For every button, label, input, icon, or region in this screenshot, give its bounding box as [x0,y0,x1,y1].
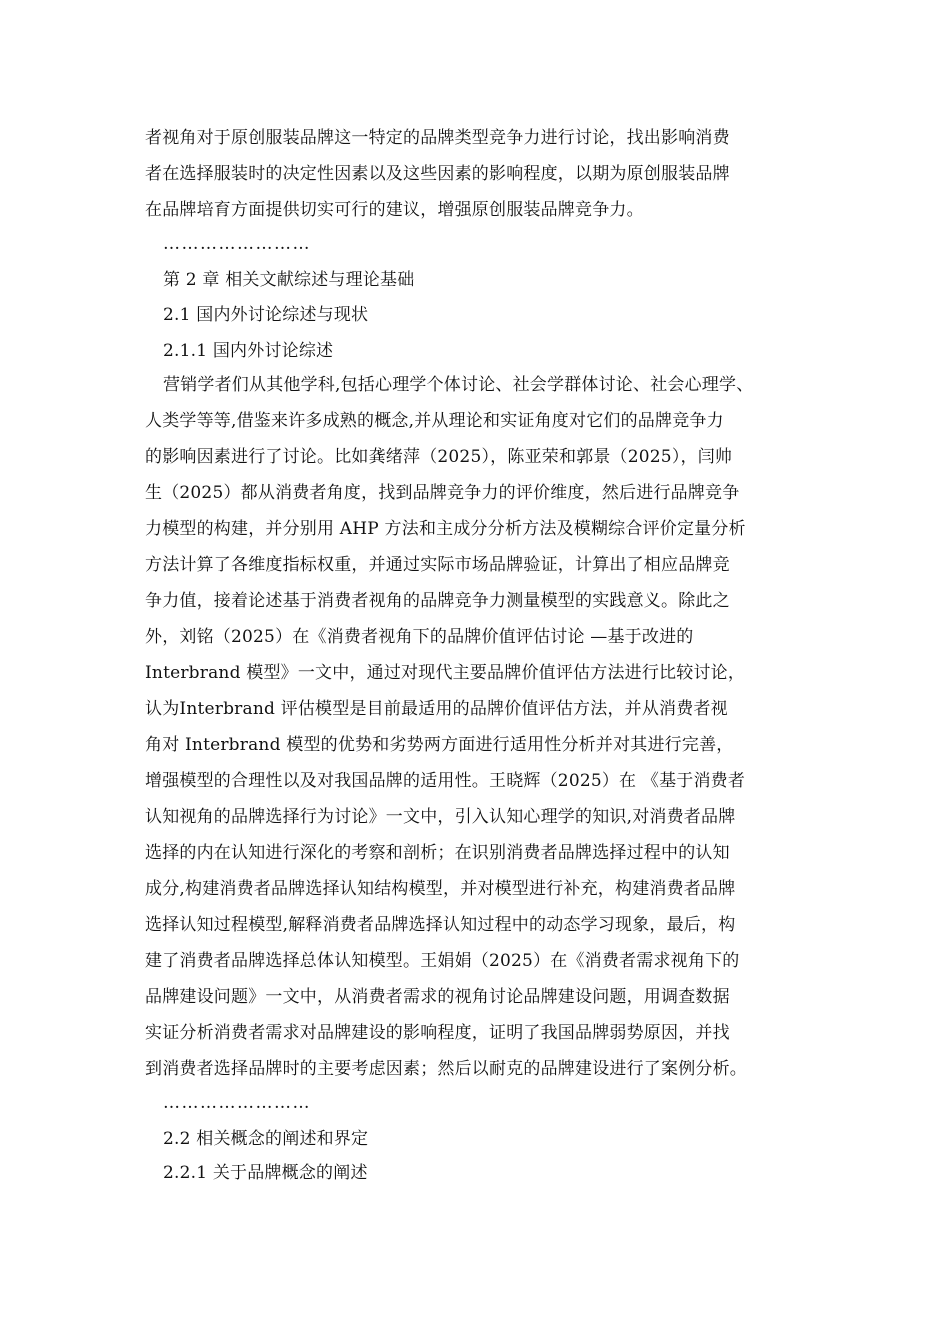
intro-line: 者视角对于原创服装品牌这一特定的品牌类型竞争力进行讨论，找出影响消费 [145,128,730,148]
paragraph-line: 认为Interbrand 评估模型是目前最适用的品牌价值评估方法，并从消费者视 [145,699,728,719]
ellipsis-separator: …………………… [163,1093,311,1113]
intro-line: 在品牌培育方面提供切实可行的建议，增强原创服装品牌竞争力。 [145,200,644,220]
paragraph-line: 增强模型的合理性以及对我国品牌的适用性。王晓辉（2025）在 《基于消费者 [145,771,746,791]
paragraph-line: 争力值，接着论述基于消费者视角的品牌竞争力测量模型的实践意义。除此之 [145,591,730,611]
section-heading-2-1: 2.1 国内外讨论综述与现状 [163,305,369,325]
paragraph-line: Interbrand 模型》一文中，通过对现代主要品牌价值评估方法进行比较讨论， [145,663,746,683]
paragraph-line: 人类学等等,借鉴来许多成熟的概念,并从理论和实证角度对它们的品牌竞争力 [145,411,724,431]
paragraph-line: 角对 Interbrand 模型的优势和劣势两方面进行适用性分析并对其进行完善， [145,735,734,755]
intro-line: 者在选择服装时的决定性因素以及这些因素的影响程度，以期为原创服装品牌 [145,164,730,184]
paragraph-line: 到消费者选择品牌时的主要考虑因素；然后以耐克的品牌建设进行了案例分析。 [145,1059,747,1079]
paragraph-line: 力模型的构建，并分别用 AHP 方法和主成分分析方法及模糊综合评价定量分析 [145,519,746,539]
paragraph-line: 品牌建设问题》一文中，从消费者需求的视角讨论品牌建设问题，用调查数据 [145,987,730,1007]
chapter-heading: 第 2 章 相关文献综述与理论基础 [163,270,415,290]
paragraph-line: 方法计算了各维度指标权重，并通过实际市场品牌验证，计算出了相应品牌竞 [145,555,730,575]
ellipsis-separator: …………………… [163,234,311,254]
paragraph-line: 生（2025）都从消费者角度，找到品牌竞争力的评价维度，然后进行品牌竞争 [145,483,740,503]
paragraph-line: 选择认知过程模型,解释消费者品牌选择认知过程中的动态学习现象，最后，构 [145,915,736,935]
paragraph-line: 成分,构建消费者品牌选择认知结构模型，并对模型进行补充，构建消费者品牌 [145,879,736,899]
paragraph-line: 选择的内在认知进行深化的考察和剖析；在识别消费者品牌选择过程中的认知 [145,843,730,863]
subsection-heading-2-1-1: 2.1.1 国内外讨论综述 [163,341,334,361]
subsection-heading-2-2-1: 2.2.1 关于品牌概念的阐述 [163,1163,368,1183]
paragraph-line: 认知视角的品牌选择行为讨论》一文中，引入认知心理学的知识,对消费者品牌 [145,807,736,827]
paragraph-line: 实证分析消费者需求对品牌建设的影响程度，证明了我国品牌弱势原因，并找 [145,1023,730,1043]
paragraph-line: 外，刘铭（2025）在《消费者视角下的品牌价值评估讨论 —基于改进的 [145,627,694,647]
paragraph-line: 营销学者们从其他学科,包括心理学个体讨论、社会学群体讨论、社会心理学、 [163,375,754,395]
paragraph-line: 的影响因素进行了讨论。比如龚绪萍（2025），陈亚荣和郭景（2025），闫帅 [145,447,733,467]
section-heading-2-2: 2.2 相关概念的阐述和界定 [163,1129,369,1149]
paragraph-line: 建了消费者品牌选择总体认知模型。王娟娟（2025）在《消费者需求视角下的 [145,951,740,971]
